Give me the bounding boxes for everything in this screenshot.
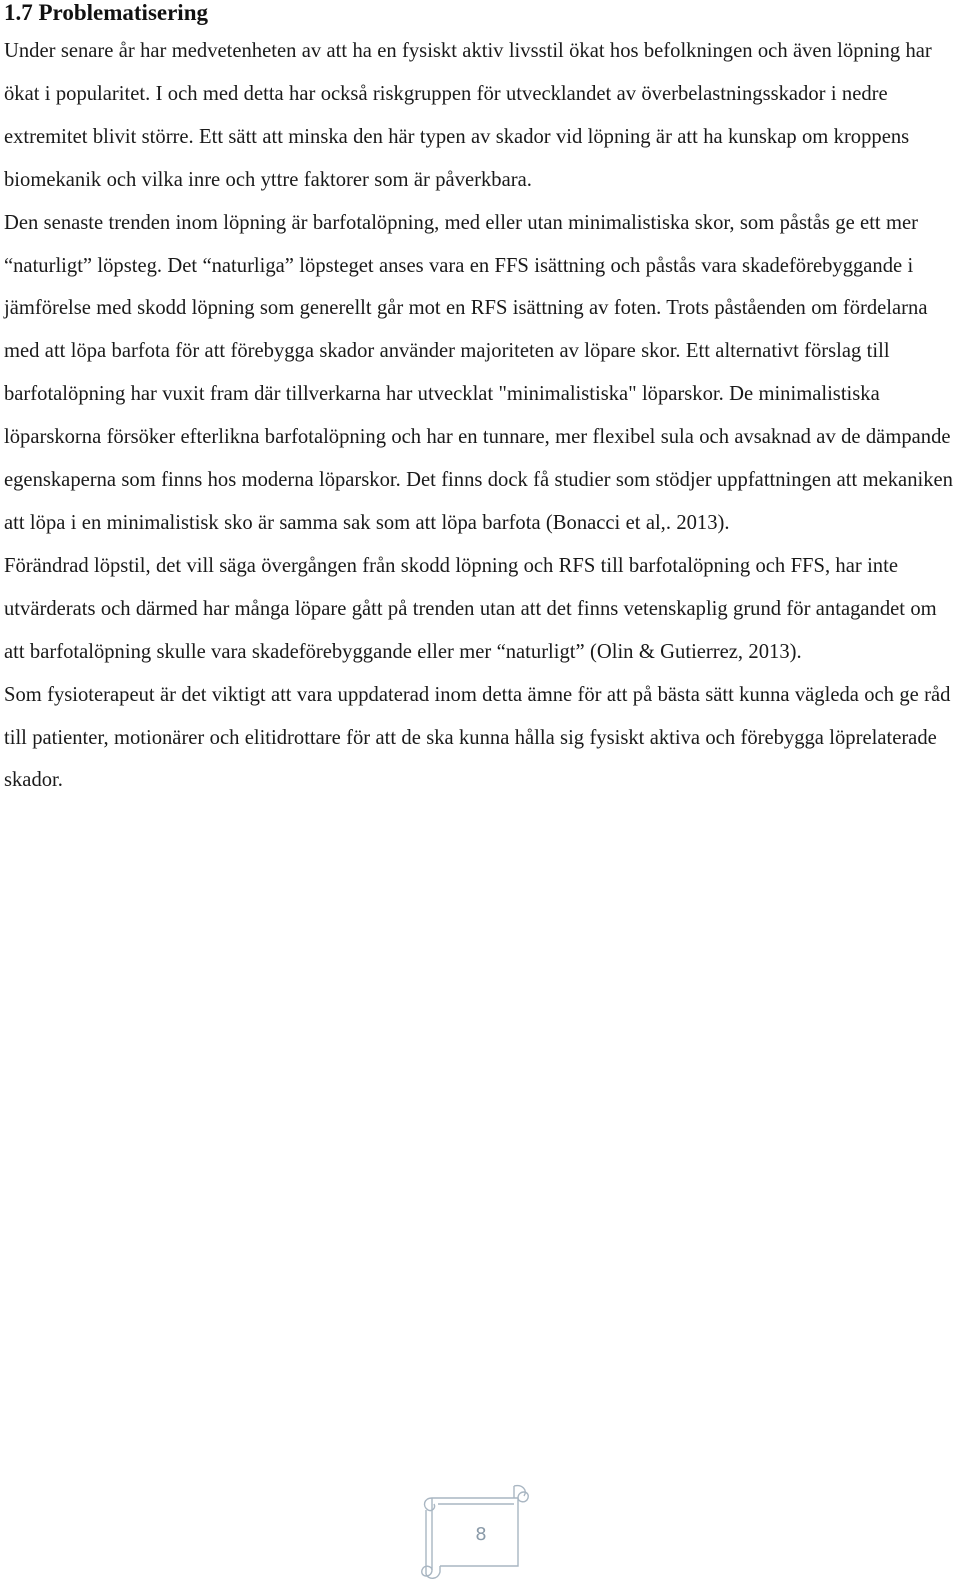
paragraph-4: Som fysioterapeut är det viktigt att vara uppdaterad inom detta ämne för att på bästa sätt kunna vägleda och ge råd till patienter, motionärer och elitidrottare för att de ska kunna hålla sig fysiskt aktiva och förebygga löprelaterade skador. [4, 683, 951, 792]
page-footer [418, 1482, 530, 1582]
page-number: 8 [475, 1524, 487, 1545]
paragraph-1: Under senare år har medvetenheten av att ha en fysiskt aktiv livsstil ökat hos befolkningen och även löpning har ökat i popularitet. I och med detta har också riskgruppen för utvecklandet av överbelastningsskador i nedre extremitet blivit större. Ett sätt att minska den här typen av skador vid löpning är att ha kunskap om kroppens biomekanik och vilka inre och yttre faktorer som är påverkbara. [4, 40, 932, 191]
section-heading: 1.7 Problematisering [4, 0, 208, 25]
document-page [4, 0, 954, 802]
paragraph-2: Den senaste trenden inom löpning är barfotalöpning, med eller utan minimalistiska skor, som påstås ge ett mer “naturligt” löpsteg. Det “naturliga” löpsteget anses vara en FFS isättning och påstås vara skadeförebyggande i jämförelse med skodd löpning som generellt går mot en RFS isättning av foten. Trots påståenden om fördelarna med att löpa barfota för att förebygga skador använder majoriteten av löpare skor. Ett alternativt förslag till barfotalöpning har vuxit fram där tillverkarna har utvecklat "minimalistiska" löparskor. De minimalistiska löparskorna försöker efterlikna barfotalöpning och har en tunnare, mer flexibel sula och avsaknad av de dämpande egenskaperna som finns hos moderna löparskor. Det finns dock få studier som stödjer uppfattningen att mekaniken att löpa i en minimalistisk sko är samma sak som att löpa barfota (Bonacci et al,. 2013). [4, 211, 953, 534]
paragraph-3: Förändrad löpstil, det vill säga övergången från skodd löpning och RFS till barfotalöpning och FFS, har inte utvärderats och därmed har många löpare gått på trenden utan att det finns vetenskaplig grund för antagandet om att barfotalöpning skulle vara skadeförebyggande eller mer “naturligt” (Olin & Gutierrez, 2013). [4, 554, 937, 663]
